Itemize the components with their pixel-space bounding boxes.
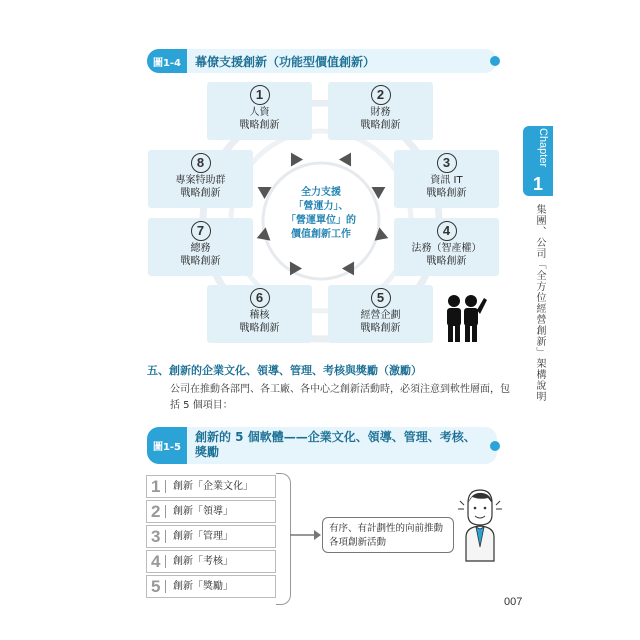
strategy-label: 專案特助群: [175, 175, 226, 186]
item-label: 創新「領導」: [173, 506, 233, 517]
strategy-box-planning: [328, 285, 433, 343]
center-line: 全力支援: [301, 187, 341, 198]
number-circle: 4: [437, 221, 457, 241]
center-message: [276, 186, 366, 242]
strategy-label: 法務（智產權）: [411, 243, 482, 254]
team-silhouette-icon: [440, 292, 488, 344]
item-number: 5: [151, 577, 161, 596]
figure-title: 創新的 5 個軟體——企業文化、領導、管理、考核、獎勵: [195, 430, 476, 459]
result-line: 各項創新活動: [329, 537, 387, 548]
strategy-sublabel: 戰略創新: [360, 120, 401, 131]
strategy-box-general-affairs: [148, 218, 253, 276]
number-circle: 1: [250, 85, 270, 105]
item-number: 2: [151, 502, 161, 521]
strategy-box-it: [394, 150, 499, 208]
item-number: 3: [151, 527, 161, 546]
number-circle: 5: [371, 288, 391, 308]
item-divider: [165, 480, 166, 493]
strategy-sublabel: 戰略創新: [239, 323, 280, 334]
grouping-bracket: [276, 473, 291, 605]
figure-tag: 圖1-5: [147, 427, 187, 464]
arrow-icon: [285, 149, 303, 166]
center-line: 價值創新工作: [291, 229, 351, 240]
strategy-label: 人資: [249, 107, 270, 118]
item-divider: [165, 580, 166, 593]
strategy-label: 財務: [370, 107, 391, 118]
list-item: [146, 475, 276, 498]
figure-title: 幕僚支援創新（功能型價值創新）: [195, 55, 376, 69]
list-item: [146, 575, 276, 598]
arrow-right-icon: [290, 528, 322, 542]
strategy-sublabel: 戰略創新: [239, 120, 280, 131]
page-number: 007: [504, 596, 523, 608]
strategy-label: 稽核: [249, 310, 270, 321]
number-circle: 2: [371, 85, 391, 105]
figure-1-4-title-bar: [147, 49, 497, 73]
strategy-box-special-assistants: [148, 150, 253, 208]
strategy-sublabel: 戰略創新: [180, 188, 221, 199]
figure-1-5-title-bar: [147, 427, 497, 464]
number-circle: 8: [191, 153, 211, 173]
center-line: 「營運單位」的: [286, 215, 356, 226]
item-number: 4: [151, 552, 161, 571]
strategy-box-hr: [207, 82, 312, 140]
section-heading: 五、創新的企業文化、領導、管理、考核與獎勵（激勵）: [147, 364, 422, 377]
strategy-sublabel: 戰略創新: [426, 256, 467, 267]
center-line: 「營運力」、: [293, 201, 349, 212]
arrow-icon: [339, 149, 357, 166]
item-number: 1: [151, 477, 161, 496]
list-item: [146, 500, 276, 523]
item-divider: [165, 555, 166, 568]
number-circle: 6: [250, 288, 270, 308]
chapter-side-title: 集團、公司「全方位經營創新」架構說明: [534, 204, 545, 402]
strategy-box-legal: [394, 218, 499, 276]
item-label: 創新「管理」: [173, 531, 233, 542]
strategy-label: 資訊 IT: [430, 175, 463, 186]
businessman-illustration-icon: [458, 487, 502, 563]
chapter-label: Chapter: [537, 128, 549, 168]
list-item: [146, 550, 276, 573]
strategy-box-finance: [328, 82, 433, 140]
title-bar-end-dot: [490, 441, 500, 451]
number-circle: 3: [437, 153, 457, 173]
strategy-sublabel: 戰略創新: [426, 188, 467, 199]
item-label: 創新「企業文化」: [173, 481, 253, 492]
list-item: [146, 525, 276, 548]
chapter-number: 1: [532, 174, 543, 194]
title-bar-end-dot: [490, 56, 500, 66]
strategy-box-audit: [207, 285, 312, 343]
section-paragraph: 公司在推動各部門、各工廠、各中心之創新活動時，必須注意到軟性層面，包括 5 個項目：: [170, 384, 510, 411]
result-box: [322, 517, 454, 553]
strategy-sublabel: 戰略創新: [360, 323, 401, 334]
item-label: 創新「獎勵」: [173, 581, 233, 592]
strategy-sublabel: 戰略創新: [180, 256, 221, 267]
strategy-label: 總務: [190, 243, 211, 254]
figure-tag: 圖1-4: [147, 49, 187, 73]
item-divider: [165, 505, 166, 518]
item-divider: [165, 530, 166, 543]
number-circle: 7: [191, 221, 211, 241]
strategy-label: 經營企劃: [360, 310, 401, 321]
item-label: 創新「考核」: [173, 556, 233, 567]
result-line: 有序、有計劃性的向前推動: [329, 523, 444, 534]
